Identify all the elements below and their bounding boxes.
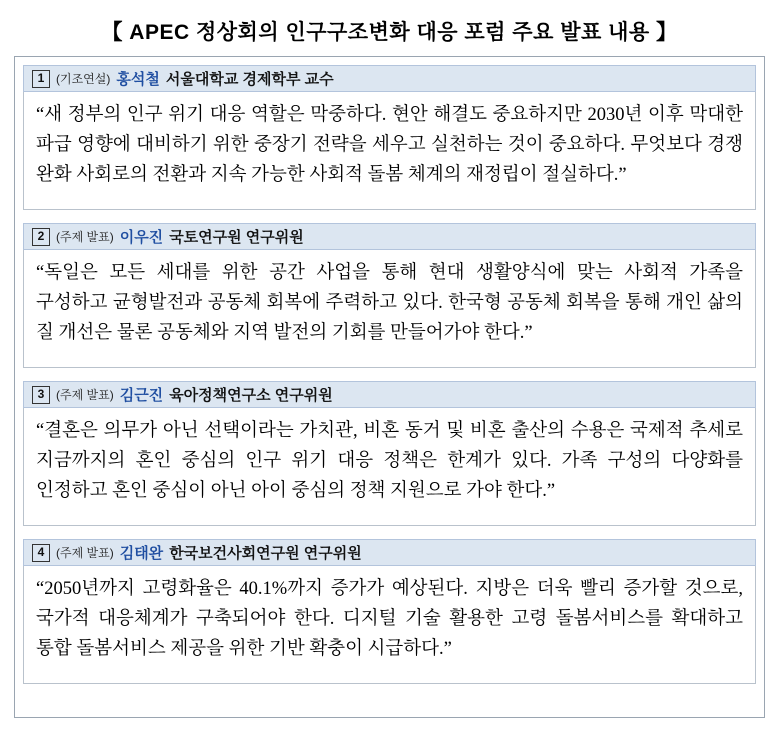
entry-role-label: (주제 발표): [56, 545, 114, 560]
quote-text: “독일은 모든 세대를 위한 공간 사업을 통해 현대 생활양식에 맞는 사회적 가족을 구성하고 균형발전과 공동체 회복에 주력하고 있다. 한국형 공동체 회복을 통해 개인 삶의 질 개선은 물론 공동체와 지역 발전의 기회를 만들어가야 한다.”: [36, 263, 743, 343]
quote-container: [23, 92, 756, 210]
quote-text: “새 정부의 인구 위기 대응 역할은 막중하다. 현안 해결도 중요하지만 2030년 이후 막대한 파급 영향에 대비하기 위한 중장기 전략을 세우고 실천하는 것이 중요하다. 무엇보다 경쟁 완화 사회로의 전환과 지속 가능한 사회적 돌봄 체계의 재정립이 절실하다.”: [36, 105, 743, 185]
speaker-name: 김태완: [119, 545, 164, 562]
entry-role-label: (주제 발표): [56, 229, 114, 244]
entry-divider-space: [23, 526, 756, 539]
entry-role-label: (주제 발표): [56, 387, 114, 402]
speaker-header: [23, 65, 756, 92]
speaker-affiliation: 국토연구원 연구위원: [169, 229, 304, 246]
quote-text: “2050년까지 고령화율은 40.1%까지 증가가 예상된다. 지방은 더욱 빨리 증가할 것으로, 국가적 대응체계가 구축되어야 한다. 디지털 기술 활용한 고령 돌봄서비스를 확대하고 통합 돌봄서비스 제공을 위한 기반 확충이 시급하다.”: [36, 579, 743, 659]
speaker-entry: [23, 65, 756, 210]
entry-number-badge: 4: [32, 544, 50, 562]
quote-container: [23, 566, 756, 684]
speaker-name: 이우진: [119, 229, 164, 246]
entry-divider-space: [23, 368, 756, 381]
speaker-affiliation: 서울대학교 경제학부 교수: [165, 71, 334, 88]
entry-number-badge: 1: [32, 70, 50, 88]
quote-container: [23, 408, 756, 526]
speaker-name: 김근진: [119, 387, 164, 404]
entry-divider-space: [23, 210, 756, 223]
speaker-affiliation: 육아정책연구소 연구위원: [169, 387, 333, 404]
quote-container: [23, 250, 756, 368]
entry-number-badge: 2: [32, 228, 50, 246]
speaker-header: [23, 539, 756, 566]
quote-text: “결혼은 의무가 아닌 선택이라는 가치관, 비혼 동거 및 비혼 출산의 수용은 국제적 추세로 지금까지의 혼인 중심의 인구 위기 대응 정책은 한계가 있다. 가족 구성의 다양화를 인정하고 혼인 중심이 아닌 아이 중심의 정책 지원으로 가야 한다.”: [36, 421, 743, 501]
speaker-entry: [23, 223, 756, 368]
speaker-affiliation: 한국보건사회연구원 연구위원: [169, 545, 362, 562]
speaker-header: [23, 223, 756, 250]
speaker-header: [23, 381, 756, 408]
speaker-name: 홍석철: [116, 71, 160, 88]
speaker-entry: [23, 539, 756, 684]
page-title: 【 APEC 정상회의 인구구조변화 대응 포럼 주요 발표 내용 】: [101, 21, 678, 44]
entry-number-badge: 3: [32, 386, 50, 404]
entry-role-label: (기조연설): [56, 71, 111, 86]
speaker-entry: [23, 381, 756, 526]
forum-summary-container: [14, 56, 765, 718]
